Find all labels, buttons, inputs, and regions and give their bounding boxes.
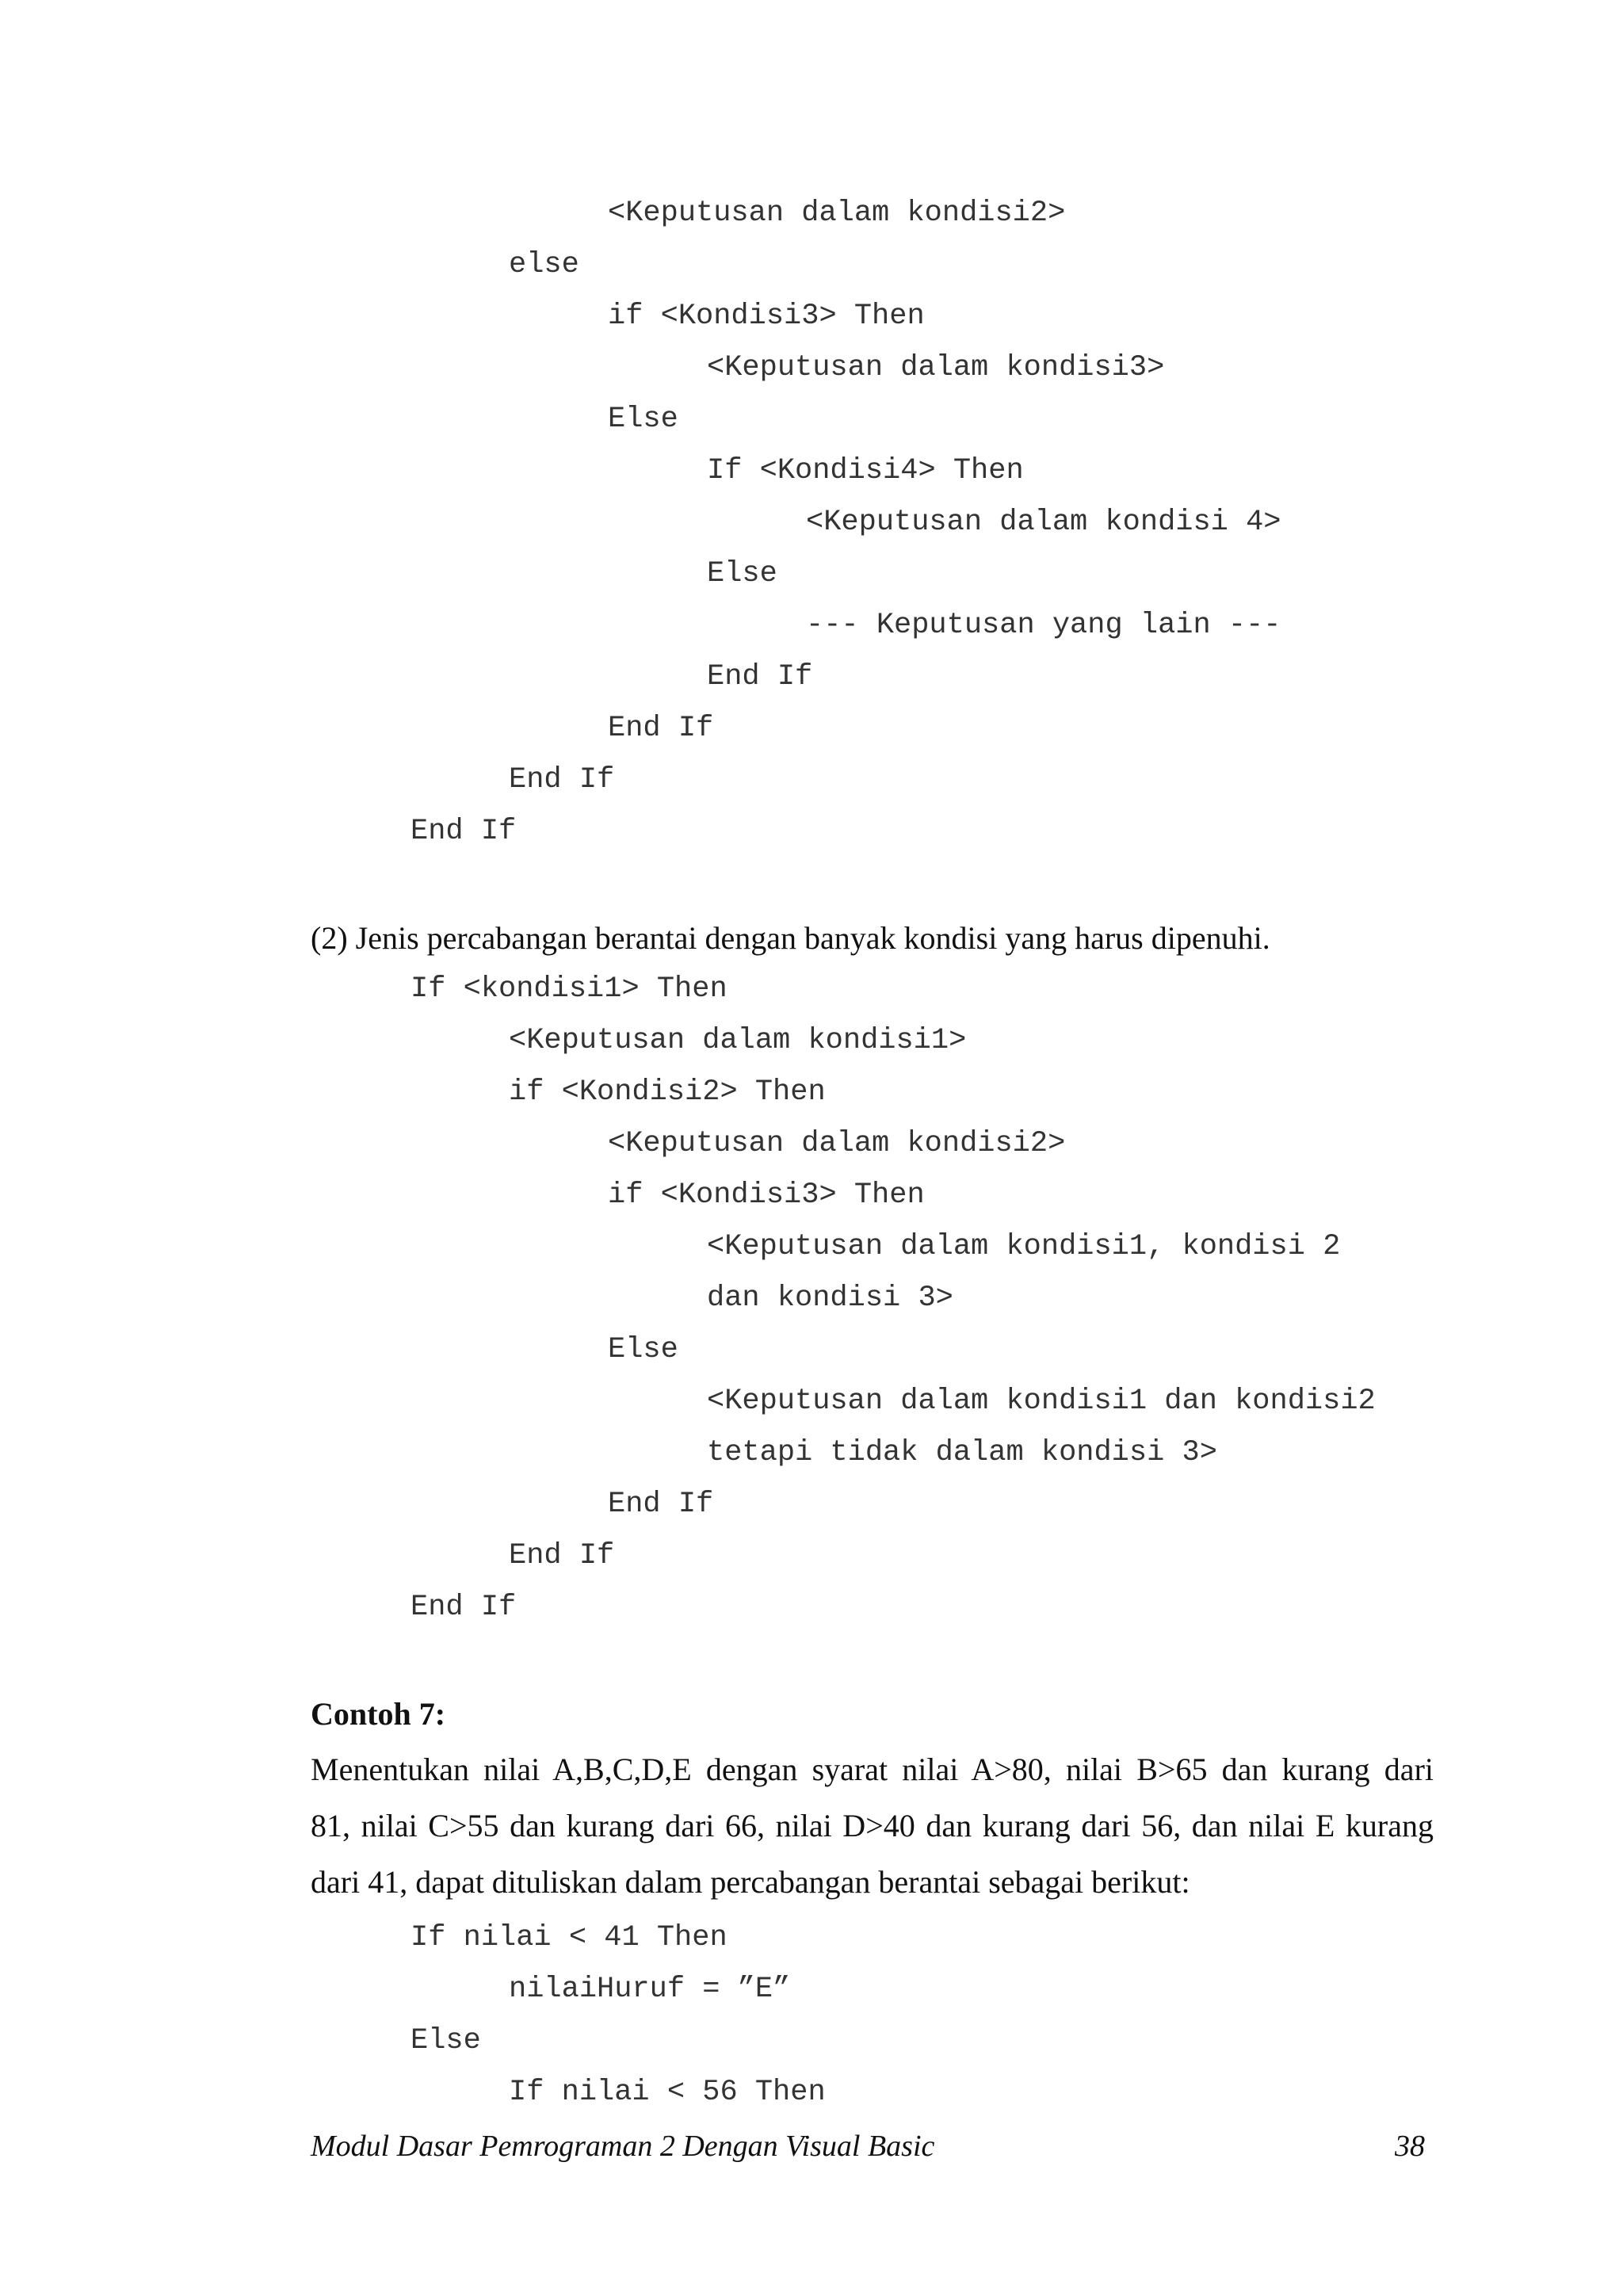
footer-title: Modul Dasar Pemrograman 2 Dengan Visual Basic bbox=[311, 2130, 935, 2163]
code-line: End If bbox=[509, 763, 615, 797]
code-line: tetapi tidak dalam kondisi 3> bbox=[707, 1436, 1217, 1469]
code-line: else bbox=[509, 248, 579, 281]
code-line: End If bbox=[509, 1539, 615, 1572]
code-line: End If bbox=[707, 660, 813, 693]
paragraph-line: Menentukan nilai A,B,C,D,E dengan syarat nilai A>80, nilai B>65 dan kurang dari bbox=[311, 1752, 1434, 1787]
code-line: --- Keputusan yang lain --- bbox=[806, 609, 1281, 642]
code-line: <Keputusan dalam kondisi2> bbox=[608, 1127, 1066, 1160]
code-line: nilaiHuruf = ”E” bbox=[509, 1973, 791, 2006]
code-line: If nilai < 56 Then bbox=[509, 2076, 826, 2109]
code-line: End If bbox=[411, 815, 517, 848]
example-heading: Contoh 7: bbox=[311, 1696, 446, 1732]
section-2-title: (2) Jenis percabangan berantai dengan banyak kondisi yang harus dipenuhi. bbox=[311, 920, 1270, 956]
code-line: <Keputusan dalam kondisi1 dan kondisi2 bbox=[707, 1385, 1376, 1418]
code-line: End If bbox=[608, 712, 714, 745]
code-line: <Keputusan dalam kondisi 4> bbox=[806, 506, 1281, 539]
code-line: Else bbox=[411, 2024, 481, 2057]
code-line: if <Kondisi3> Then bbox=[608, 300, 925, 333]
code-line: If <kondisi1> Then bbox=[411, 972, 727, 1006]
code-line: Else bbox=[707, 557, 777, 590]
code-line: <Keputusan dalam kondisi2> bbox=[608, 197, 1066, 230]
paragraph-line: 81, nilai C>55 dan kurang dari 66, nilai D>40 dan kurang dari 56, dan nilai E kurang bbox=[311, 1808, 1434, 1843]
code-line: if <Kondisi2> Then bbox=[509, 1075, 826, 1109]
code-line: End If bbox=[411, 1591, 517, 1624]
code-line: dan kondisi 3> bbox=[707, 1282, 953, 1315]
code-line: If nilai < 41 Then bbox=[411, 1921, 727, 1954]
code-line: End If bbox=[608, 1488, 714, 1521]
code-line: <Keputusan dalam kondisi1> bbox=[509, 1024, 967, 1057]
code-line: if <Kondisi3> Then bbox=[608, 1179, 925, 1212]
code-line: If <Kondisi4> Then bbox=[707, 454, 1024, 487]
code-line: <Keputusan dalam kondisi3> bbox=[707, 351, 1165, 384]
paragraph-line: dari 41, dapat dituliskan dalam percabangan berantai sebagai berikut: bbox=[311, 1864, 1190, 1900]
code-line: Else bbox=[608, 403, 678, 436]
code-line: Else bbox=[608, 1333, 678, 1366]
code-line: <Keputusan dalam kondisi1, kondisi 2 bbox=[707, 1230, 1341, 1263]
page-number: 38 bbox=[1395, 2130, 1425, 2163]
